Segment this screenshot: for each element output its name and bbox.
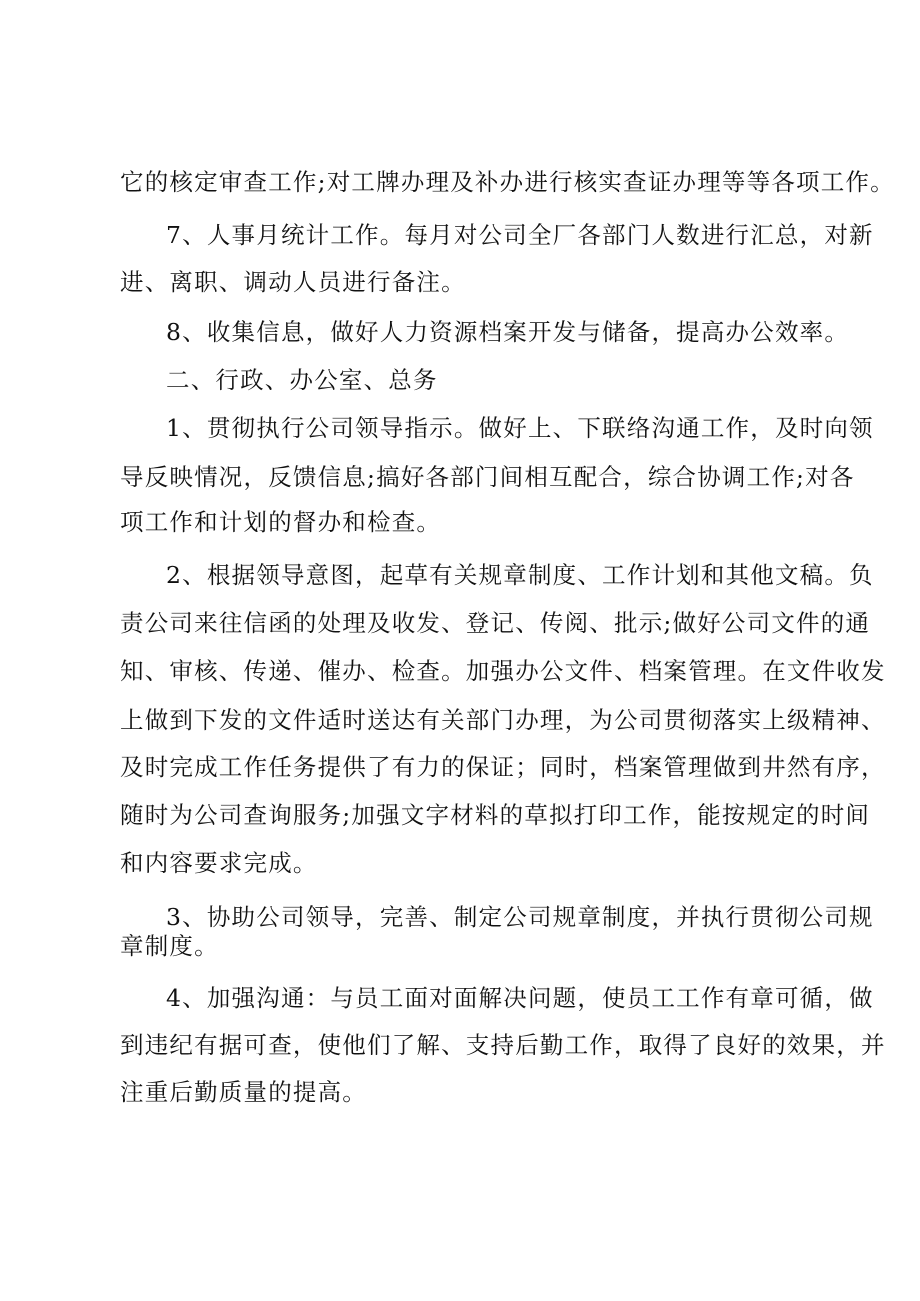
text-line: 导反映情况，反馈信息;搞好各部门间相互配合，综合协调工作;对各 <box>120 463 855 491</box>
section-heading: 二、行政、办公室、总务 <box>166 366 438 394</box>
text-line: 到违纪有据可查，使他们了解、支持后勤工作，取得了良好的效果，并 <box>120 1031 886 1059</box>
text-line: 3、协助公司领导，完善、制定公司规章制度，并执行贯彻公司规 <box>166 903 874 931</box>
text-line: 随时为公司查询服务;加强文字材料的草拟打印工作，能按规定的时间 <box>120 801 871 829</box>
text-line: 它的核定审查工作;对工牌办理及补办进行核实查证办理等等各项工作。 <box>120 168 895 196</box>
text-line: 知、审核、传递、催办、检查。加强办公文件、档案管理。在文件收发 <box>120 657 886 685</box>
text-line: 1、贯彻执行公司领导指示。做好上、下联络沟通工作，及时向领 <box>166 414 874 442</box>
text-line: 项工作和计划的督办和检查。 <box>120 508 442 536</box>
text-line: 章制度。 <box>120 932 219 960</box>
text-line: 进、离职、调动人员进行备注。 <box>120 268 466 296</box>
text-line: 上做到下发的文件适时送达有关部门办理，为公司贯彻落实上级精神、 <box>120 706 886 734</box>
text-line: 及时完成工作任务提供了有力的保证；同时，档案管理做到井然有序， <box>120 753 886 781</box>
text-line: 4、加强沟通：与员工面对面解决问题，使员工工作有章可循，做 <box>166 984 874 1012</box>
text-line: 2、根据领导意图，起草有关规章制度、工作计划和其他文稿。负 <box>166 561 874 589</box>
text-line: 8、收集信息，做好人力资源档案开发与储备，提高办公效率。 <box>166 318 850 346</box>
text-line: 7、人事月统计工作。每月对公司全厂各部门人数进行汇总，对新 <box>166 221 874 249</box>
text-line: 注重后勤质量的提高。 <box>120 1078 367 1106</box>
text-line: 和内容要求完成。 <box>120 849 318 877</box>
text-line: 责公司来往信函的处理及收发、登记、传阅、批示;做好公司文件的通 <box>120 609 871 637</box>
